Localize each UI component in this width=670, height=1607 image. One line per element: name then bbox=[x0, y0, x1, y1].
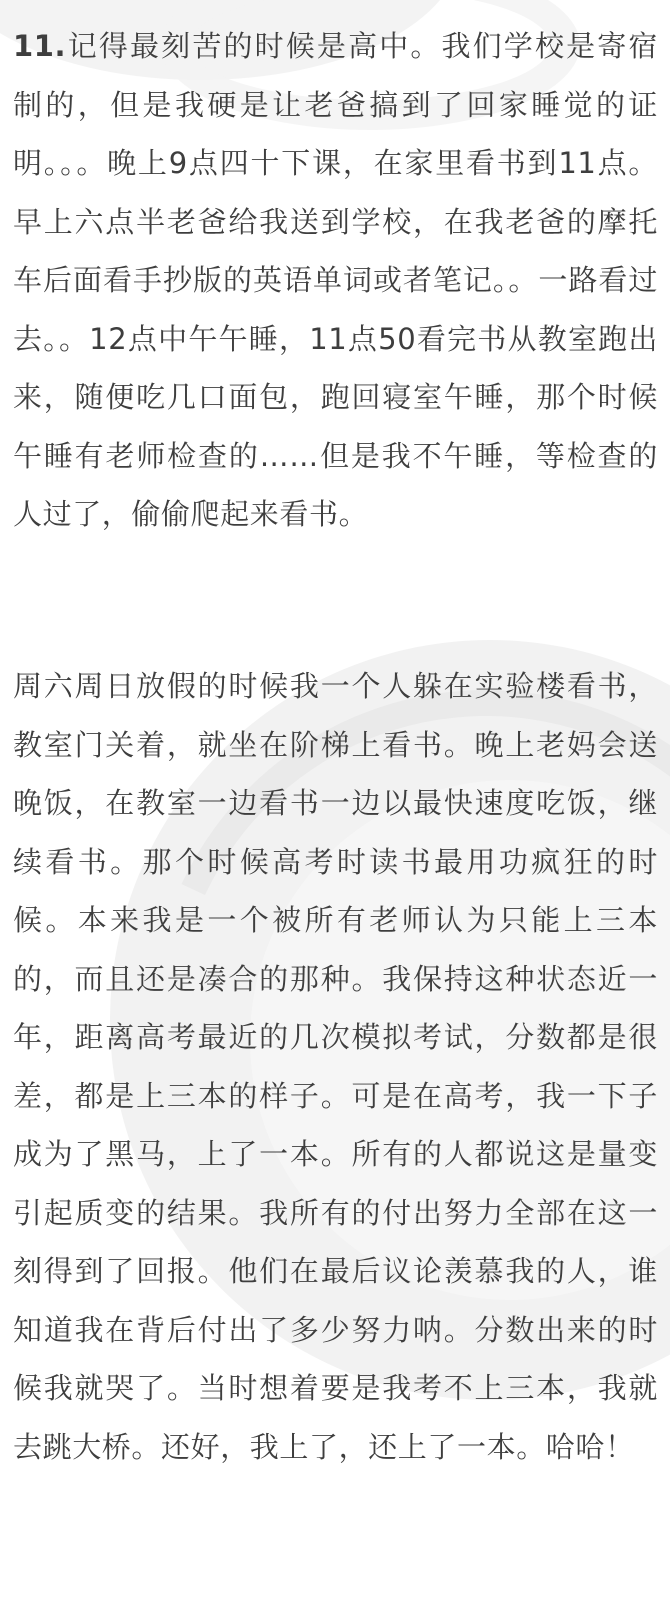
paragraph-1-text: 记得最刻苦的时候是高中。我们学校是寄宿制的，但是我硬是让老爸搞到了回家睡觉的证明。。。晚上9点四十下课，在家里看书到11点。早上六点半老爸给我送到学校，在我老爸的摩托车后面看手抄版的英语单词或者笔记。。一路看过去。。12点中午午睡，11点50看完书从教室跑出来，随便吃几口面包，跑回寝室午睡，那个时候午睡有老师检查的……但是我不午睡，等检查的人过了，偷偷爬起来看书。 bbox=[13, 29, 658, 531]
paragraph-1 bbox=[0, 17, 670, 544]
paragraph-2-text: 周六周日放假的时候我一个人躲在实验楼看书，教室门关着，就坐在阶梯上看书。晚上老妈会送晚饭，在教室一边看书一边以最快速度吃饭，继续看书。那个时候高考时读书最用功疯狂的时候。本来我是一个被所有老师认为只能上三本的，而且还是凑合的那种。我保持这种状态近一年，距离高考最近的几次模拟考试，分数都是很差，都是上三本的样子。可是在高考，我一下子成为了黑马，上了一本。所有的人都说这是量变引起质变的结果。我所有的付出努力全部在这一刻得到了回报。他们在最后议论羡慕我的人，谁知道我在背后付出了多少努力呐。分数出来的时候我就哭了。当时想着要是我考不上三本，我就去跳大桥。还好，我上了，还上了一本。哈哈！ bbox=[13, 669, 658, 1464]
paragraph-2 bbox=[0, 657, 670, 1476]
item-number: 11. bbox=[13, 29, 67, 63]
